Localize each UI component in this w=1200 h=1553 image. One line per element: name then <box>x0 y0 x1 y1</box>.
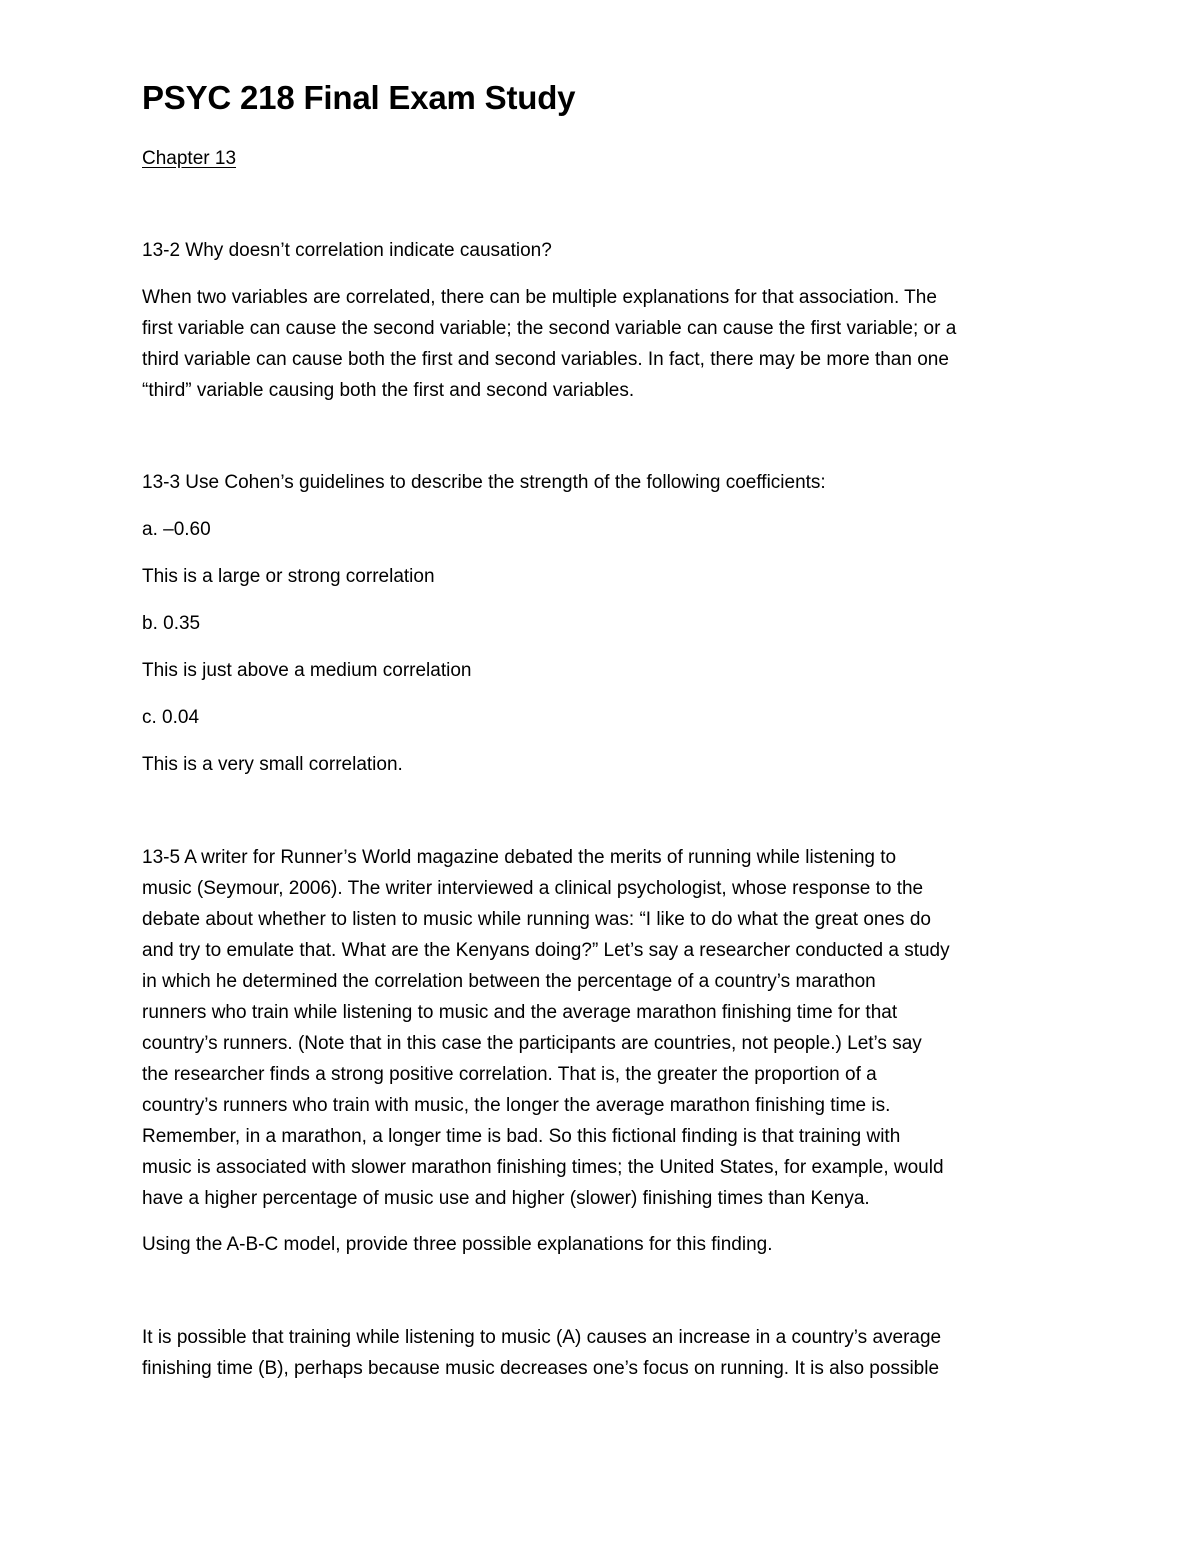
item-a-answer: This is a large or strong correlation <box>142 566 435 587</box>
prompt-13-5: Using the A-B-C model, provide three possible explanations for this finding. <box>142 1234 773 1255</box>
item-b-answer: This is just above a medium correlation <box>142 660 472 681</box>
item-c-label: c. 0.04 <box>142 707 200 728</box>
question-13-3: 13-3 Use Cohen’s guidelines to describe the strength of the following coefficients: <box>142 472 826 493</box>
answer-13-2 <box>142 282 956 406</box>
question-13-5-line: Remember, in a marathon, a longer time is bad. So this fictional finding is that training with <box>142 1126 901 1147</box>
answer-13-5-line: finishing time (B), perhaps because music decreases one’s focus on running. It is also possible <box>142 1358 940 1379</box>
chapter-heading: Chapter 13 <box>142 148 237 169</box>
question-13-5-line: in which he determined the correlation between the percentage of a country’s marathon <box>142 971 876 992</box>
answer-13-5 <box>142 1322 941 1384</box>
answer-13-2-line: third variable can cause both the first and second variables. In fact, there may be more than one <box>142 349 949 370</box>
question-13-5-line: the researcher finds a strong positive correlation. That is, the greater the proportion of a <box>142 1064 877 1085</box>
item-c-answer: This is a very small correlation. <box>142 754 403 775</box>
question-13-2: 13-2 Why doesn’t correlation indicate causation? <box>142 240 552 261</box>
answer-13-2-line: When two variables are correlated, there can be multiple explanations for that association. The <box>142 287 937 308</box>
question-13-5-line: and try to emulate that. What are the Kenyans doing?” Let’s say a researcher conducted a study <box>142 940 950 961</box>
item-b-label: b. 0.35 <box>142 613 201 634</box>
answer-13-2-line: “third” variable causing both the first and second variables. <box>142 380 635 401</box>
question-13-5-line: have a higher percentage of music use and higher (slower) finishing times than Kenya. <box>142 1188 870 1209</box>
item-a-label: a. –0.60 <box>142 519 211 540</box>
question-13-5-line: country’s runners who train with music, the longer the average marathon finishing time is. <box>142 1095 891 1116</box>
question-13-5-line: runners who train while listening to music and the average marathon finishing time for that <box>142 1002 898 1023</box>
page-title: PSYC 218 Final Exam Study <box>142 79 576 116</box>
answer-13-5-line: It is possible that training while listening to music (A) causes an increase in a country’s average <box>142 1327 942 1348</box>
question-13-5-line: country’s runners. (Note that in this case the participants are countries, not people.) Let’s say <box>142 1033 922 1054</box>
question-13-5-line: music is associated with slower marathon finishing times; the United States, for example, would <box>142 1157 944 1178</box>
answer-13-2-line: first variable can cause the second variable; the second variable can cause the first variable; or a <box>142 318 957 339</box>
question-13-5-line: music (Seymour, 2006). The writer interviewed a clinical psychologist, whose response to the <box>142 878 924 899</box>
question-13-5 <box>142 842 950 1214</box>
question-13-5-line: debate about whether to listen to music while running was: “I like to do what the great ones do <box>142 909 931 930</box>
question-13-5-line: 13-5 A writer for Runner’s World magazine debated the merits of running while listening to <box>142 847 897 868</box>
